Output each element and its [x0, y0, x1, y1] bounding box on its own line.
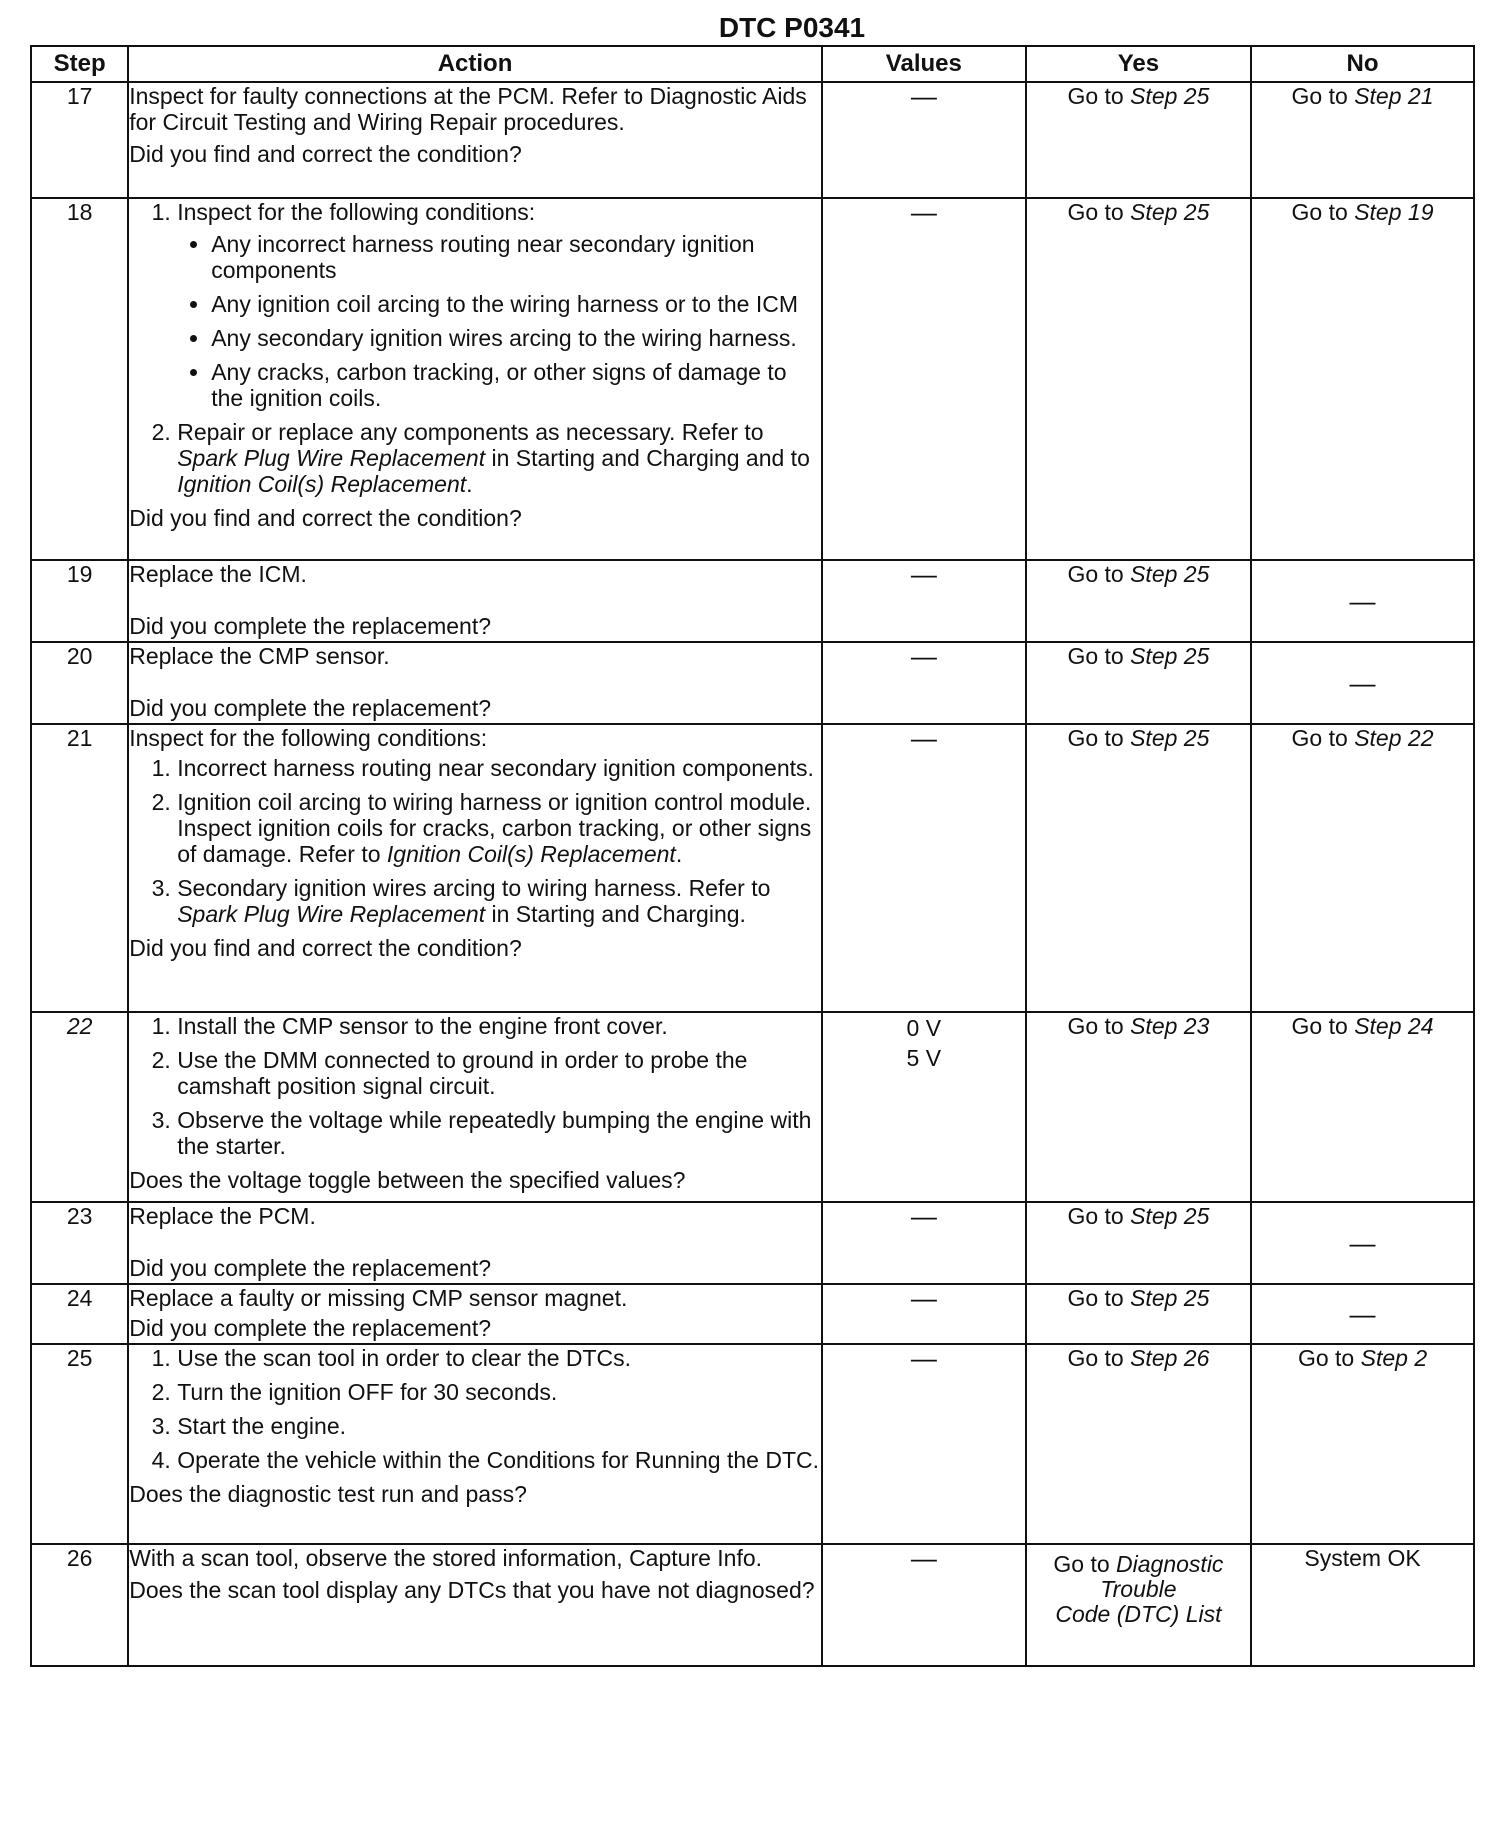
table-header-row [31, 46, 1474, 82]
dash-mark: — [1349, 585, 1376, 616]
dash-mark: — [910, 559, 937, 589]
action-text: Ignition coil arcing to wiring harness or ignition control module. Inspect ignition coils for cracks, carbon tracking, or other signs of damage. Refer to [177, 789, 812, 867]
dash-mark: — [1349, 667, 1376, 698]
action-cell [128, 198, 822, 560]
yes-cell [1026, 642, 1251, 724]
goto-dtc-link[interactable]: Diagnostic [1116, 1551, 1224, 1577]
goto-label: Go to [1067, 725, 1124, 751]
no-cell [1251, 1544, 1474, 1666]
goto-step-link[interactable]: Step 26 [1130, 1345, 1210, 1371]
dash-mark: — [910, 1201, 937, 1231]
goto-step-link[interactable]: Step 25 [1130, 725, 1210, 751]
list-item: 2. Turn the ignition OFF for 30 seconds. [177, 1379, 821, 1405]
yes-cell [1026, 82, 1251, 198]
table-row [31, 82, 1474, 198]
dash-mark: — [910, 723, 937, 753]
list-item [177, 199, 821, 411]
goto-label: Go to [1067, 199, 1124, 225]
goto-label: Go to [1067, 1203, 1124, 1229]
goto-step-link[interactable]: Step 25 [1130, 561, 1210, 587]
action-text: in Starting and Charging. [491, 901, 746, 927]
no-cell [1251, 642, 1474, 724]
yes-cell [1026, 198, 1251, 560]
list-item: • Any incorrect harness routing near secondary ignition components [211, 231, 821, 283]
yes-cell [1026, 1202, 1251, 1284]
list-item: 1. Install the CMP sensor to the engine front cover. [177, 1013, 821, 1039]
dash-mark: — [910, 641, 937, 671]
table-row [31, 1284, 1474, 1344]
goto-label: Go to [1291, 725, 1348, 751]
header-no: No [1251, 46, 1474, 82]
goto-label: Go to [1067, 1285, 1124, 1311]
values-cell [822, 198, 1026, 560]
question-text: Did you complete the replacement? [129, 1255, 492, 1281]
action-cell [128, 560, 822, 642]
list-item: 1. Use the scan tool in order to clear the DTCs. [177, 1345, 821, 1371]
step-number: 23 [31, 1202, 128, 1284]
no-cell [1251, 1344, 1474, 1544]
action-cell [128, 1544, 822, 1666]
goto-label: Go to [1067, 1345, 1124, 1371]
values-cell [822, 724, 1026, 1012]
no-cell [1251, 724, 1474, 1012]
goto-step-link[interactable]: Step 22 [1354, 725, 1434, 751]
step-number: 20 [31, 642, 128, 724]
action-text: Inspect for the following conditions: [177, 199, 536, 225]
goto-step-link[interactable]: Step 25 [1130, 83, 1210, 109]
list-item: 1. Incorrect harness routing near secondary ignition components. [177, 755, 821, 781]
action-text: Replace the ICM. [129, 561, 307, 587]
no-cell [1251, 560, 1474, 642]
no-cell [1251, 1012, 1474, 1202]
table-row [31, 724, 1474, 1012]
dash-mark: — [910, 1343, 937, 1373]
values-cell [822, 1284, 1026, 1344]
goto-label: Go to [1297, 1345, 1355, 1371]
yes-cell [1026, 560, 1251, 642]
goto-dtc-link-line[interactable]: Code (DTC) List [1055, 1601, 1222, 1627]
values-cell [822, 1012, 1026, 1202]
no-cell [1251, 82, 1474, 198]
yes-cell [1026, 1012, 1251, 1202]
action-text: Inspect for the following conditions: [129, 725, 488, 751]
list-item: 3. Observe the voltage while repeatedly bumping the engine with the starter. [177, 1107, 821, 1159]
reference-link[interactable]: Spark Plug Wire Replacement [177, 901, 486, 927]
table-row [31, 1012, 1474, 1202]
action-cell [128, 724, 822, 1012]
header-action: Action [128, 46, 822, 82]
goto-step-link[interactable]: Step 25 [1130, 643, 1210, 669]
header-values: Values [822, 46, 1026, 82]
condition-list [177, 231, 821, 411]
goto-step-link[interactable]: Step 25 [1130, 1203, 1210, 1229]
system-ok-text: System OK [1304, 1545, 1421, 1571]
no-cell [1251, 1202, 1474, 1284]
question-text: Did you complete the replacement? [129, 695, 492, 721]
action-text: Replace a faulty or missing CMP sensor magnet. [129, 1285, 628, 1311]
goto-step-link[interactable]: Step 24 [1354, 1013, 1434, 1039]
value-high: 5 V [906, 1045, 942, 1071]
list-item [177, 419, 821, 497]
step-number: 26 [31, 1544, 128, 1666]
step-number: 25 [31, 1344, 128, 1544]
action-text: With a scan tool, observe the stored information, Capture Info. [129, 1545, 763, 1571]
list-item [177, 875, 821, 927]
values-cell [822, 642, 1026, 724]
action-text: in Starting and Charging and to [491, 445, 810, 471]
page-title: DTC P0341 [718, 12, 866, 43]
action-cell [128, 1344, 822, 1544]
list-item: 2. Use the DMM connected to ground in order to probe the camshaft position signal circuit. [177, 1047, 821, 1099]
list-item: • Any secondary ignition wires arcing to the wiring harness. [211, 325, 821, 351]
action-text: Replace the CMP sensor. [129, 643, 390, 669]
punctuation: . [466, 471, 473, 497]
value-low: 0 V [906, 1015, 942, 1041]
list-item: • Any cracks, carbon tracking, or other signs of damage to the ignition coils. [211, 359, 821, 411]
goto-label: Go to [1291, 83, 1348, 109]
dash-mark: — [910, 197, 937, 227]
values-cell [822, 560, 1026, 642]
question-text: Did you complete the replacement? [129, 613, 492, 639]
list-item: 4. Operate the vehicle within the Conditions for Running the DTC. [177, 1447, 821, 1473]
table-row [31, 1544, 1474, 1666]
reference-link[interactable]: Ignition Coil(s) Replacement [386, 841, 676, 867]
goto-step-link[interactable]: Step 23 [1130, 1013, 1210, 1039]
action-steps-list [129, 199, 821, 497]
header-step: Step [31, 46, 128, 82]
step-number: 21 [31, 724, 128, 1012]
values-cell [822, 1344, 1026, 1544]
table-row [31, 1202, 1474, 1284]
goto-step-link[interactable]: Step 2 [1360, 1345, 1428, 1371]
question-text: Does the diagnostic test run and pass? [129, 1481, 527, 1507]
table-row [31, 560, 1474, 642]
question-text: Did you complete the replacement? [129, 1315, 492, 1341]
values-cell [822, 1202, 1026, 1284]
step-number: 24 [31, 1284, 128, 1344]
step-number: 18 [31, 198, 128, 560]
yes-cell [1026, 1284, 1251, 1344]
values-list [907, 1013, 942, 1073]
dash-mark: — [1349, 1227, 1376, 1258]
step-number: 19 [31, 560, 128, 642]
list-item [177, 789, 821, 867]
list-item: 3. Start the engine. [177, 1413, 821, 1439]
step-number: 17 [31, 82, 128, 198]
yes-cell [1026, 1344, 1251, 1544]
question-text: Did you find and correct the condition? [129, 935, 522, 961]
goto-step-link[interactable]: Step 25 [1130, 199, 1210, 225]
goto-step-link[interactable]: Step 19 [1354, 199, 1434, 225]
action-text: Repair or replace any components as necessary. Refer to [177, 419, 764, 445]
table-row [31, 1344, 1474, 1544]
action-cell [128, 642, 822, 724]
goto-label: Go to [1053, 1551, 1110, 1577]
goto-label: Go to [1067, 561, 1124, 587]
goto-label: Go to [1067, 83, 1124, 109]
goto-label: Go to [1067, 643, 1124, 669]
goto-step-link[interactable]: Step 21 [1354, 83, 1434, 109]
goto-dtc-link-line[interactable]: Trouble [1100, 1576, 1177, 1602]
action-steps-list [129, 1013, 821, 1159]
no-cell [1251, 198, 1474, 560]
list-item: • Any ignition coil arcing to the wiring harness or to the ICM [211, 291, 821, 317]
question-text: Does the voltage toggle between the specified values? [129, 1167, 686, 1193]
action-cell [128, 1202, 822, 1284]
header-yes: Yes [1026, 46, 1251, 82]
goto-label: Go to [1291, 1013, 1348, 1039]
dash-mark: — [910, 1543, 937, 1573]
values-cell [822, 82, 1026, 198]
action-cell [128, 1012, 822, 1202]
action-steps-list [129, 1345, 821, 1473]
step-number: 22 [31, 1012, 128, 1202]
action-cell [128, 1284, 822, 1344]
values-cell [822, 1544, 1026, 1666]
dash-mark: — [910, 81, 937, 111]
reference-link[interactable]: Spark Plug Wire Replacement [177, 445, 486, 471]
action-cell [128, 82, 822, 198]
diagnostic-table [30, 45, 1475, 1667]
question-text: Did you find and correct the condition? [129, 141, 522, 167]
dash-mark: — [1349, 1298, 1376, 1329]
action-steps-list [129, 755, 821, 927]
table-row [31, 642, 1474, 724]
no-cell [1251, 1284, 1474, 1344]
question-text: Did you find and correct the condition? [129, 505, 522, 531]
reference-link[interactable]: Ignition Coil(s) Replacement [177, 471, 467, 497]
question-text: Does the scan tool display any DTCs that you have not diagnosed? [129, 1577, 815, 1603]
goto-label: Go to [1067, 1013, 1124, 1039]
goto-label: Go to [1291, 199, 1348, 225]
yes-cell [1026, 724, 1251, 1012]
action-text: Replace the PCM. [129, 1203, 316, 1229]
goto-step-link[interactable]: Step 25 [1130, 1285, 1210, 1311]
punctuation: . [675, 841, 683, 867]
action-text: Inspect for faulty connections at the PCM. Refer to Diagnostic Aids for Circuit Testing and Wiring Repair procedures. [129, 83, 807, 135]
table-row [31, 198, 1474, 560]
action-text: Secondary ignition wires arcing to wiring harness. Refer to [177, 875, 771, 901]
dash-mark: — [910, 1283, 937, 1313]
yes-cell [1026, 1544, 1251, 1666]
